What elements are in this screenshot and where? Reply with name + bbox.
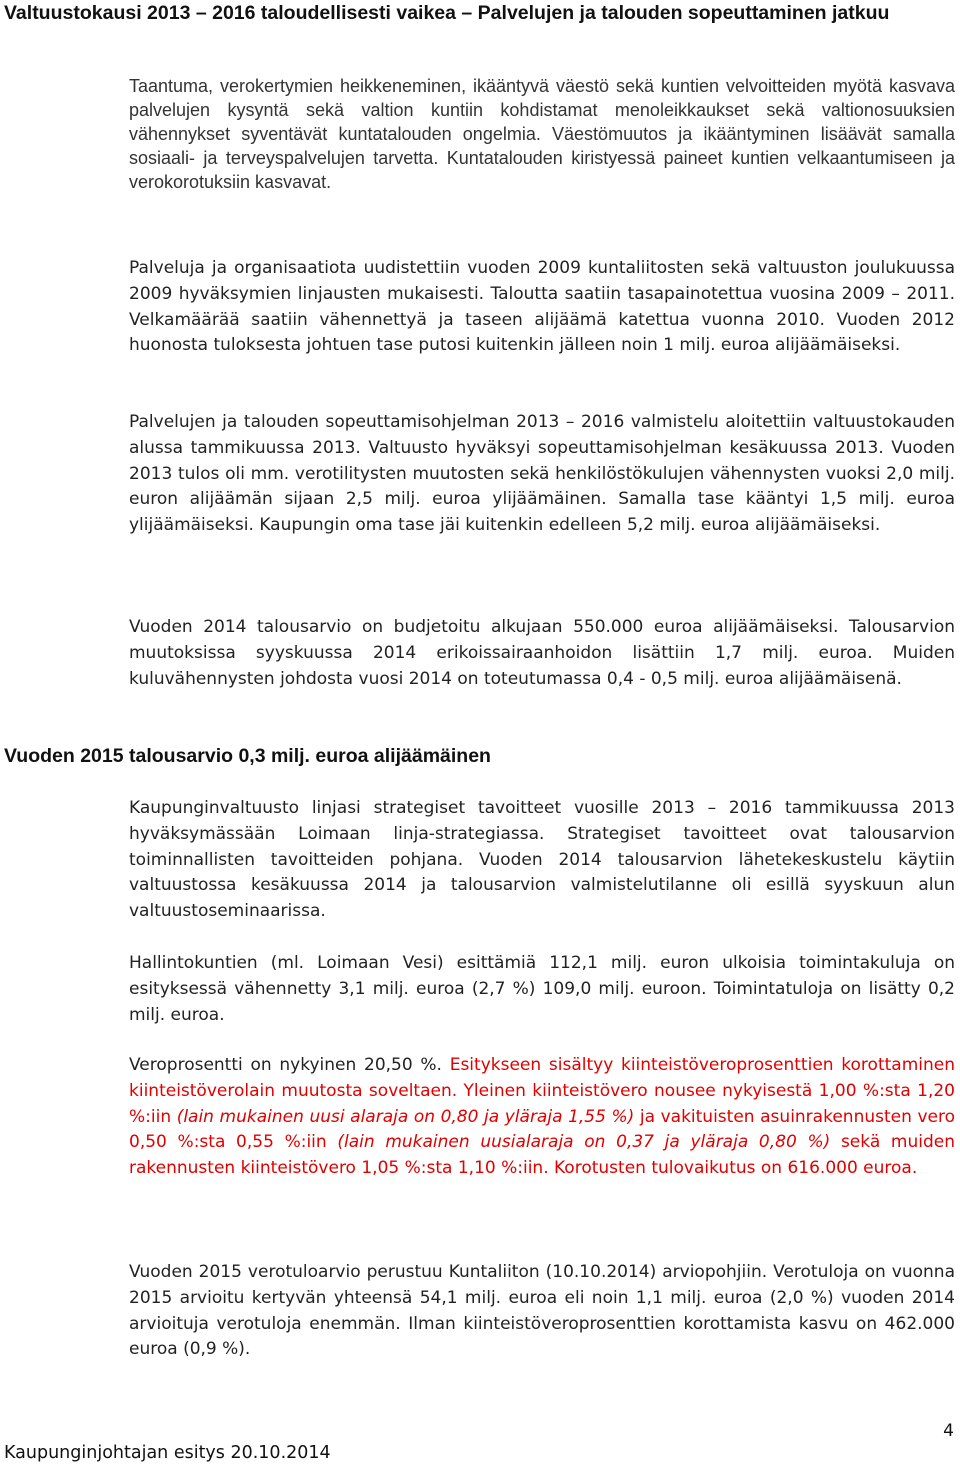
residential-tax-limits-note: (lain mukainen uusialaraja on 0,37 ja yläraja 0,80 %) <box>337 1132 831 1153</box>
section-heading: Valtuustokausi 2013 – 2016 taloudellisesti vaikea – Palvelujen ja talouden sopeuttaminen jatkuu <box>4 2 890 24</box>
paragraph-intro: Taantuma, verokertymien heikkeneminen, ikääntyvä väestö sekä kuntien velvoitteiden myötä kasvava palvelujen kysyntä sekä valtion kuntiin kohdistamat menoleikkaukset sekä valtionosuuksien vähennykset syventävät kuntatalouden ongelmia. Väestömuutos ja ikääntyminen lisäävät samalla sosiaali- ja terveyspalvelujen tarvetta. Kuntatalouden kiristyessä paineet kuntien velkaantumiseen ja verokorotuksiin kasvavat. <box>129 76 955 192</box>
paragraph-2009-reform: Palveluja ja organisaatiota uudistettiin vuoden 2009 kuntaliitosten sekä valtuuston joulukuussa 2009 hyväksymien linjausten mukaisesti. Taloutta saatiin tasapainotettua vuosina 2009 – 2011. Velkamäärää saatiin vähennettyä ja taseen alijäämä katettua vuonna 2010. Vuoden 2012 huonosta tuloksesta johtuen tase putosi kuitenkin jälleen noin 1 milj. euroa alijäämäiseksi. <box>129 258 955 356</box>
paragraph-2014-budget: Vuoden 2014 talousarvio on budjetoitu alkujaan 550.000 euroa alijäämäiseksi. Talousarvion muutoksissa syyskuussa 2014 erikoissairaanhoidon lisättiin 1,7 milj. euroa. Muiden kuluvähennysten johdosta vuosi 2014 on toteutumassa 0,4 - 0,5 milj. euroa alijäämäisenä. <box>129 617 955 689</box>
property-tax-limits-note: (lain mukainen uusi alaraja on 0,80 ja yläraja 1,55 %) <box>176 1106 635 1127</box>
paragraph-operating-costs: Hallintokuntien (ml. Loimaan Vesi) esittämiä 112,1 milj. euron ulkoisia toimintakuluja on esityksessä vähennetty 3,1 milj. euroa (2,7 %) 109,0 milj. euroon. Toimintatuloja on lisätty 0,2 milj. euroa. <box>129 953 955 1025</box>
property-tax-text: Esitykseen sisältyy kiinteistöveroprosenttien korottaminen kiinteistöverolain muutosta soveltaen. Yleinen kiinteistövero nousee nykyisestä 1,00 %:sta 1,20 %:iin <box>129 1055 955 1127</box>
tax-rate-text: Veroprosentti on nykyinen 20,50 %. <box>129 1055 450 1075</box>
page-footer: Kaupunginjohtajan esitys 20.10.2014 <box>4 1443 331 1463</box>
other-buildings-tax-text: sekä muiden rakennusten kiinteistövero 1,05 %:sta 1,10 %:iin. Korotusten tulovaikutus on 616.000 euroa. <box>129 1132 955 1179</box>
section-heading-2015: Vuoden 2015 talousarvio 0,3 milj. euroa alijäämäinen <box>4 745 491 767</box>
paragraph-strategy: Kaupunginvaltuusto linjasi strategiset tavoitteet vuosille 2013 – 2016 tammikuussa 2013 hyväksymässään Loimaan linja-strategiassa. Strategiset tavoitteet ovat talousarvion toiminnallisten tavoitteiden pohjana. Vuoden 2014 talousarvion lähetekeskustelu käytiin valtuustossa kesäkuussa 2014 ja talousarvion valmistelutilanne oli esillä syyskuun alun valtuustoseminaarissa. <box>129 798 955 922</box>
page-number: 4 <box>943 1421 954 1441</box>
paragraph-adjustment-program: Palvelujen ja talouden sopeuttamisohjelman 2013 – 2016 valmistelu aloitettiin valtuustokauden alussa tammikuussa 2013. Valtuusto hyväksyi sopeuttamisohjelman kesäkuussa 2013. Vuoden 2013 tulos oli mm. verotilitysten muutosten sekä henkilöstökulujen vähennysten vuoksi 2,0 milj. euron alijäämän sijaan 2,5 milj. euroa ylijäämäinen. Samalla tase kääntyi 1,5 milj. euroa ylijäämäiseksi. Kaupungin oma tase jäi kuitenkin edelleen 5,2 milj. euroa alijäämäiseksi. <box>129 412 955 536</box>
residential-tax-text: ja vakituisten asuinrakennusten vero 0,50 %:sta 0,55 %:iin <box>129 1106 955 1153</box>
paragraph-tax-revenue-estimate: Vuoden 2015 verotuloarvio perustuu Kuntaliiton (10.10.2014) arviopohjiin. Verotuloja on vuonna 2015 arvioitu kertyvän yhteensä 54,1 milj. euroa eli noin 1,1 milj. euroa (2,0 %) vuoden 2014 arvioituja verotuloja enemmän. Ilman kiinteistöveroprosenttien korottamista kasvu on 462.000 euroa (0,9 %). <box>129 1262 955 1360</box>
paragraph-tax-rates <box>129 1053 955 1182</box>
